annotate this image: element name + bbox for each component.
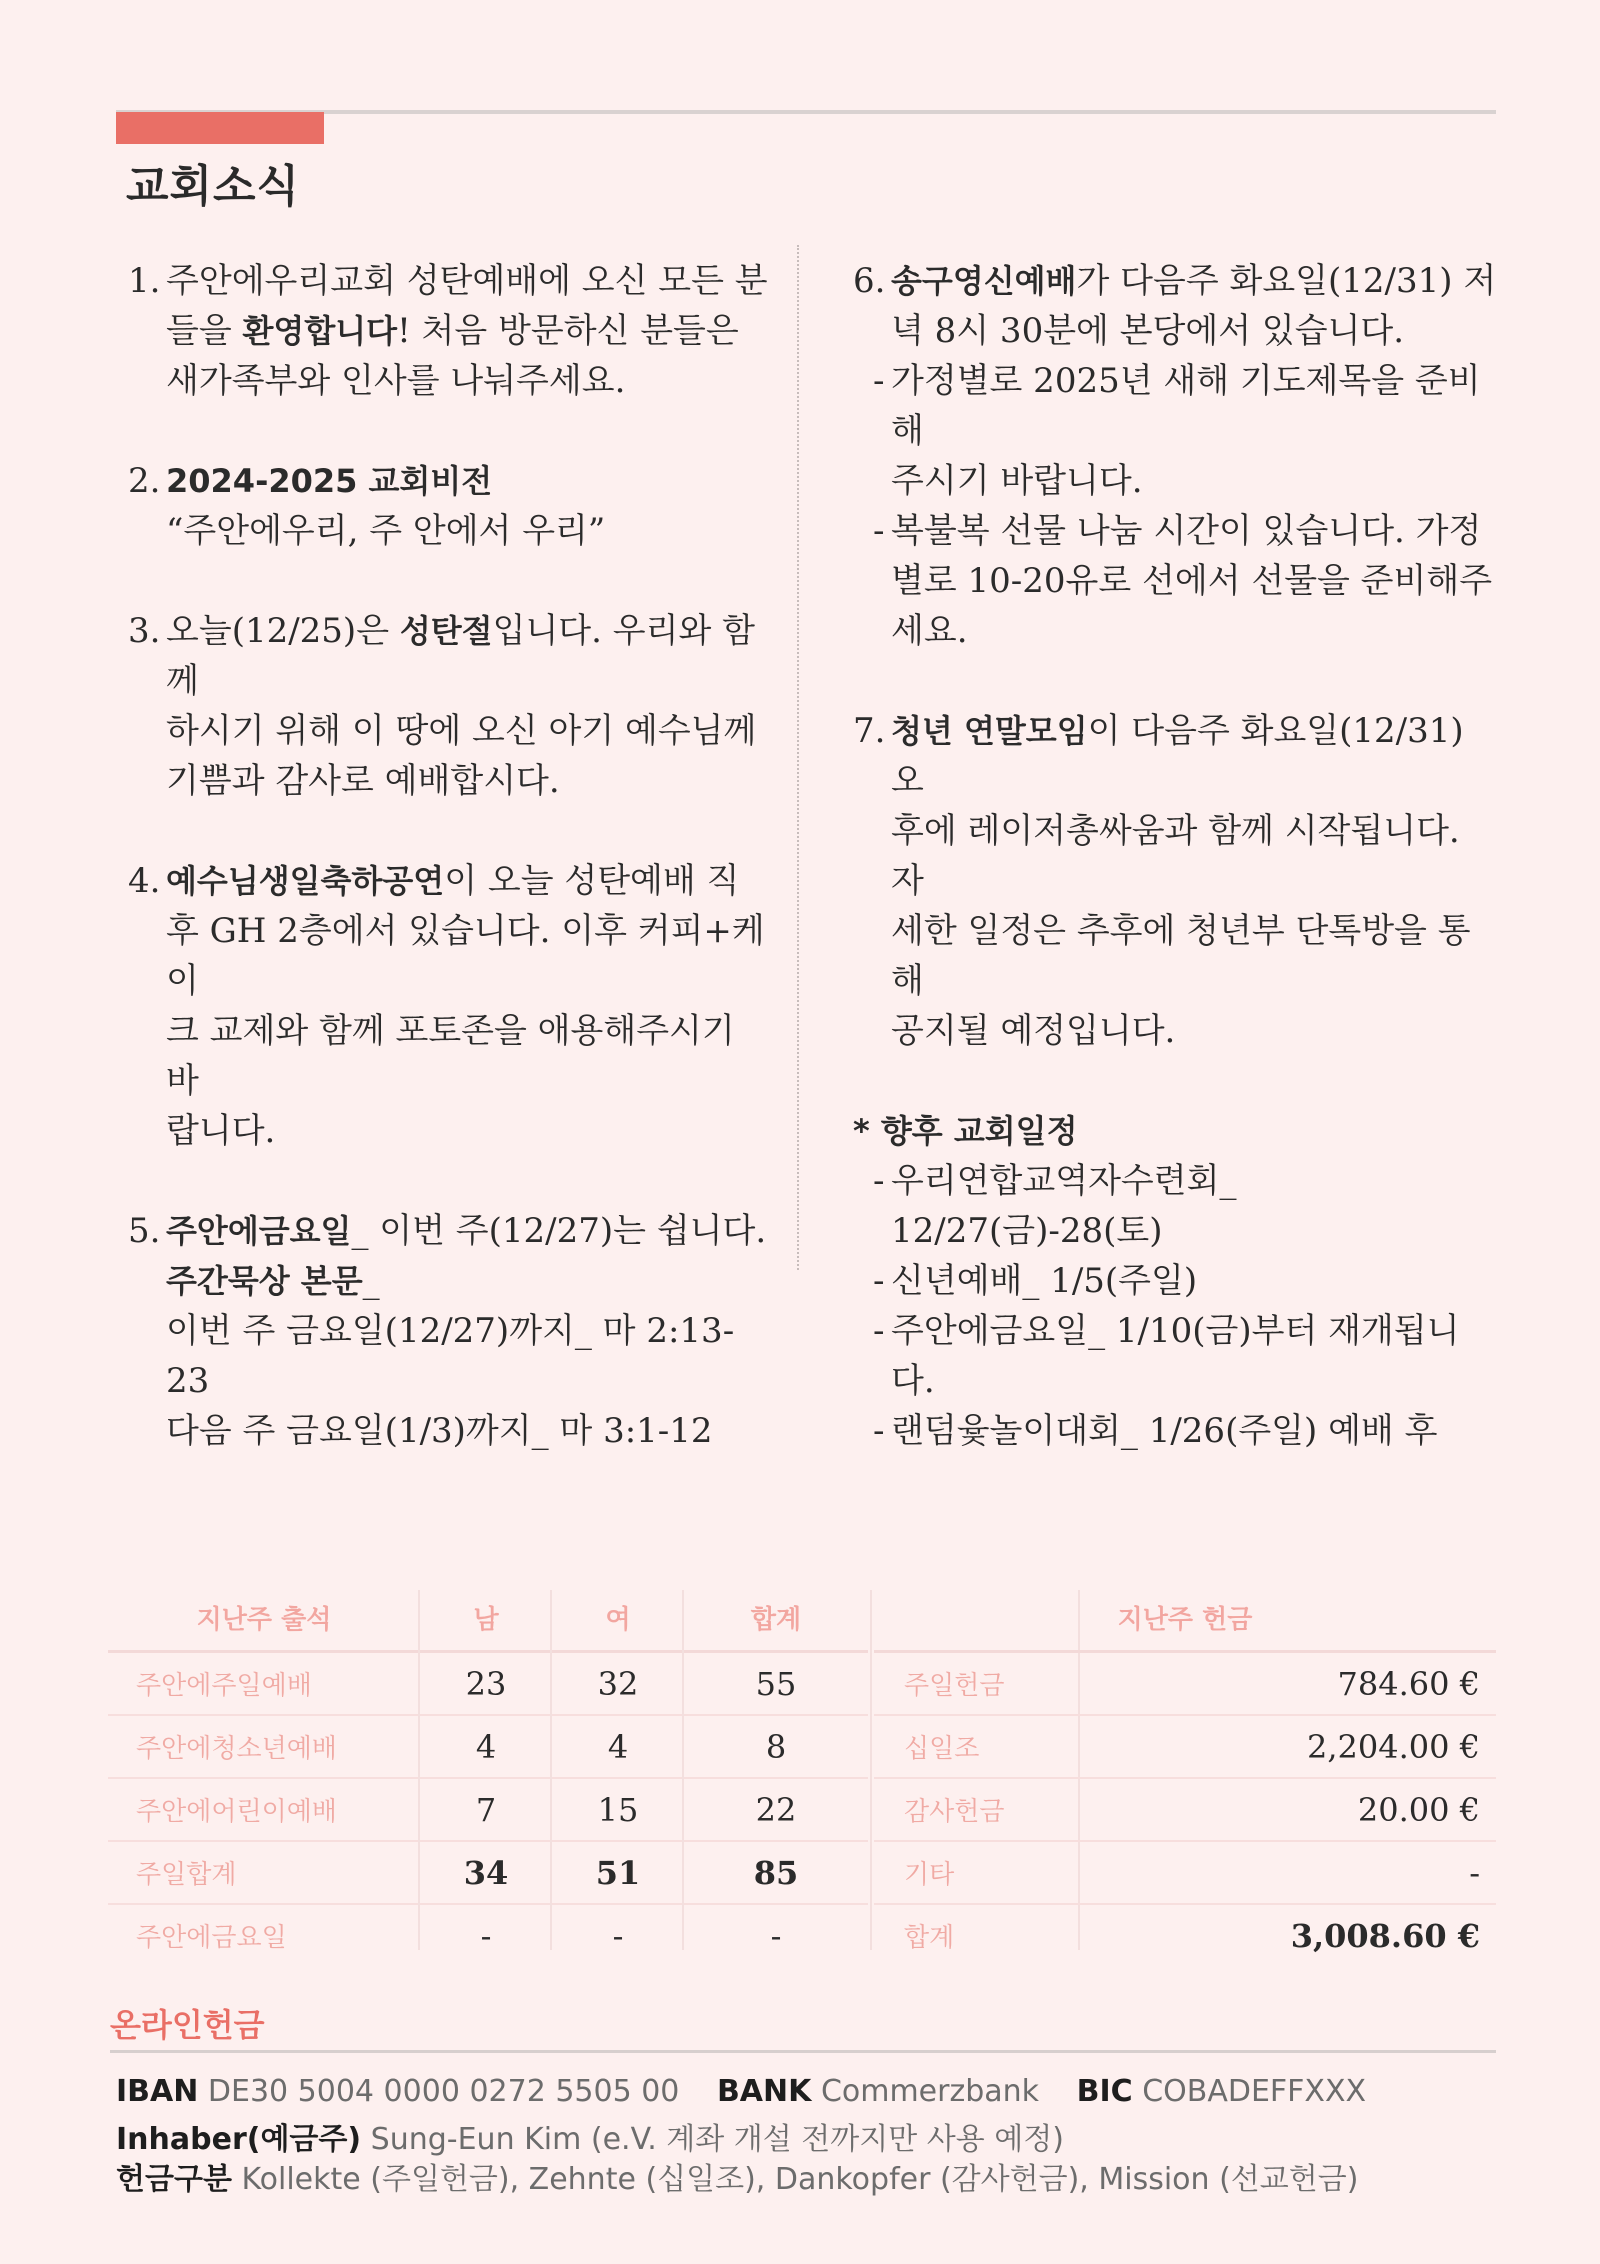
- schedule-item: [853, 1156, 1503, 1256]
- bullet-dash: -: [873, 1261, 885, 1301]
- attendance-male-count: -: [480, 1916, 492, 1955]
- news-item-line: [166, 1206, 768, 1256]
- news-item-text: _ 이번 주(12/27)는 쉽니다.: [351, 1211, 767, 1251]
- schedule-item-text: 랜덤윷놀이대회_ 1/26(주일) 예배 후: [891, 1411, 1438, 1451]
- news-item-highlight: 주간묵상 본문: [166, 1262, 363, 1300]
- news-item-text: 들을: [166, 311, 243, 351]
- bullet-line: 가정별로 2025년 새해 기도제목을 준비해: [891, 361, 1481, 451]
- news-item-text: 가 다음주 화요일(12/31) 저: [1076, 261, 1497, 301]
- news-column-right: [853, 256, 1503, 1456]
- holder-label: Inhaber(예금주): [116, 2122, 362, 2157]
- offering-amount: 2,204.00 €: [1306, 1727, 1480, 1766]
- news-item-text: _: [362, 1261, 380, 1301]
- news-item-text: 세한 일정은 추후에 청년부 단톡방을 통해: [891, 911, 1471, 1001]
- news-item-text: 다음 주 금요일(1/3)까지_ 마 3:1-12: [166, 1411, 713, 1451]
- news-item-line: [166, 906, 768, 1006]
- news-item-text: 이 오늘 성탄예배 직: [444, 861, 740, 901]
- news-item-text: ! 처음 방문하신 분들은: [397, 311, 739, 351]
- attendance-total-count: 85: [753, 1853, 799, 1892]
- bullet-dash: -: [873, 1311, 885, 1351]
- news-item-line: [166, 306, 768, 356]
- news-item-text: 녁 8시 30분에 본당에서 있습니다.: [891, 311, 1405, 351]
- news-item-number: 1.: [128, 261, 161, 301]
- attendance-table: [108, 1590, 868, 1966]
- offering-row: [874, 1903, 1496, 1966]
- news-item-line: [166, 256, 768, 306]
- holder-value: Sung-Eun Kim (e.V. 계좌 개설 전까지만 사용 예정): [370, 2122, 1064, 2157]
- attendance-female-count: 32: [597, 1664, 639, 1703]
- bank-info-line: [116, 2074, 1366, 2109]
- news-item: [128, 606, 768, 806]
- news-item-line: [166, 756, 768, 806]
- attendance-total-count: 8: [765, 1727, 787, 1766]
- attendance-total-count: 22: [755, 1790, 797, 1829]
- table-vline: [682, 1590, 684, 1950]
- offering-row: [874, 1840, 1496, 1903]
- offering-header-row: [874, 1590, 1496, 1650]
- news-item-number: 6.: [853, 261, 886, 301]
- iban-label: IBAN: [116, 2074, 199, 2109]
- table-vline: [550, 1590, 552, 1950]
- offering-row: [874, 1777, 1496, 1840]
- bullet-dash: -: [873, 361, 885, 401]
- bullet-dash: -: [873, 511, 885, 551]
- offering-row-label: 감사헌금: [904, 1797, 1005, 1827]
- attendance-total-count: 55: [755, 1664, 797, 1703]
- news-item-text: 새가족부와 인사를 나눠주세요.: [166, 361, 626, 401]
- schedule-item-text: 우리연합교역자수련회_ 12/27(금)-28(토): [891, 1161, 1237, 1251]
- news-item-highlight: 2024-2025 교회비전: [166, 462, 493, 500]
- news-item-highlight: 환영합니다: [242, 312, 398, 350]
- news-item-line: [166, 1406, 768, 1456]
- news-item-line: [166, 1256, 768, 1306]
- iban-value: DE30 5004 0000 0272 5505 00: [207, 2074, 680, 2109]
- news-item: [128, 256, 768, 406]
- news-item-body: [128, 856, 768, 1156]
- bullet-dash: -: [873, 1161, 885, 1201]
- news-item-number: 7.: [853, 711, 886, 751]
- attendance-male-count: 7: [475, 1790, 497, 1829]
- attendance-header-total: 합계: [750, 1605, 802, 1635]
- news-item-line: [891, 1006, 1503, 1056]
- bullet-line: 주시기 바랍니다.: [891, 461, 1143, 501]
- attendance-header-male: 남: [473, 1605, 499, 1635]
- attendance-male-count: 34: [463, 1853, 509, 1892]
- news-item-text: 기쁨과 감사로 예배합시다.: [166, 761, 560, 801]
- news-item-number: 3.: [128, 611, 161, 651]
- news-item: [853, 706, 1503, 1056]
- news-item-text: 공지될 예정입니다.: [891, 1011, 1176, 1051]
- bullet-dash: -: [873, 1411, 885, 1451]
- news-item-bullet: [853, 356, 1503, 506]
- attendance-row: [108, 1840, 868, 1903]
- news-item: [128, 856, 768, 1156]
- news-item-line: [166, 706, 768, 756]
- news-item-number: 5.: [128, 1211, 161, 1251]
- offering-row-label: 합계: [904, 1923, 955, 1953]
- offering-amount: 3,008.60 €: [1290, 1916, 1480, 1955]
- news-item-body: [128, 456, 768, 556]
- schedule-title: * 향후 교회일정: [853, 1112, 1078, 1150]
- schedule-item-text: 주안에금요일_ 1/10(금)부터 재개됩니다.: [891, 1311, 1460, 1401]
- offering-amount: -: [1469, 1853, 1480, 1892]
- attendance-male-count: 23: [465, 1664, 507, 1703]
- news-item-text: 후에 레이저총싸움과 함께 시작됩니다. 자: [891, 811, 1460, 901]
- column-divider: [797, 245, 799, 1270]
- attendance-row-label: 주안에청소년예배: [136, 1734, 337, 1764]
- news-item-body: [128, 256, 768, 406]
- attendance-header-label: 지난주 출석: [196, 1605, 332, 1635]
- news-item-bullet: [853, 506, 1503, 656]
- attendance-row: [108, 1714, 868, 1777]
- attendance-header-row: [108, 1590, 868, 1650]
- news-item-number: 4.: [128, 861, 161, 901]
- attendance-header-female: 여: [605, 1605, 631, 1635]
- bullet-line: 세요.: [891, 611, 968, 651]
- attendance-female-count: 15: [597, 1790, 639, 1829]
- attendance-row: [108, 1903, 868, 1966]
- news-item-line: [166, 456, 768, 506]
- news-item-text: 주안에우리교회 성탄예배에 오신 모든 분: [166, 261, 768, 301]
- news-item-line: [166, 356, 768, 406]
- holder-line: [116, 2114, 1064, 2158]
- attendance-female-count: -: [612, 1916, 624, 1955]
- news-item-line: [166, 856, 768, 906]
- offering-row-label: 십일조: [904, 1734, 980, 1764]
- page-title: 교회소식: [126, 161, 301, 212]
- schedule-item: [853, 1256, 1503, 1306]
- title-accent-bar: [116, 112, 324, 144]
- offering-table: [874, 1590, 1496, 1966]
- offering-type-label: 헌금구분: [116, 2162, 232, 2197]
- attendance-row: [108, 1650, 868, 1714]
- offering-type-value: Kollekte (주일헌금), Zehnte (십일조), Dankopfer (감사헌금), Mission (선교헌금): [241, 2162, 1359, 2197]
- schedule-item: [853, 1406, 1503, 1456]
- news-item-highlight: 송구영신예배: [891, 262, 1077, 300]
- news-item-text: “주안에우리, 주 안에서 우리”: [166, 511, 606, 551]
- news-item-highlight: 청년 연말모임: [891, 712, 1088, 750]
- news-item-text: 후 GH 2층에서 있습니다. 이후 커피+케이: [166, 911, 765, 1001]
- news-column-left: [128, 256, 768, 1506]
- bank-value: Commerzbank: [820, 2074, 1040, 2109]
- news-item-line: [891, 806, 1503, 906]
- news-item: [128, 1206, 768, 1456]
- attendance-total-count: -: [770, 1916, 782, 1955]
- attendance-row-label: 주안에어린이예배: [136, 1797, 337, 1827]
- news-item-line: [166, 1006, 768, 1106]
- news-item-text: 이 다음주 화요일(12/31) 오: [891, 711, 1464, 801]
- table-vline: [870, 1590, 872, 1950]
- bic-value: COBADEFFXXX: [1142, 2074, 1367, 2109]
- attendance-row-label: 주안에금요일: [136, 1923, 287, 1953]
- attendance-row-label: 주일합계: [136, 1860, 237, 1890]
- offering-row: [874, 1650, 1496, 1714]
- offering-row-label: 기타: [904, 1860, 955, 1890]
- news-item-line: [891, 256, 1503, 306]
- attendance-female-count: 51: [595, 1853, 641, 1892]
- bullet-line: 복불복 선물 나눔 시간이 있습니다. 가정: [891, 511, 1482, 551]
- schedule-section: [853, 1106, 1503, 1456]
- offering-row: [874, 1714, 1496, 1777]
- news-item: [853, 256, 1503, 656]
- online-offering-title: 온라인헌금: [110, 2006, 265, 2044]
- offering-header: 지난주 헌금: [1117, 1605, 1253, 1635]
- news-item-line: [891, 706, 1503, 806]
- offering-type-line: [116, 2154, 1358, 2198]
- bank-label: BANK: [716, 2074, 812, 2109]
- news-item-text: 하시기 위해 이 땅에 오신 아기 예수님께: [166, 711, 757, 751]
- news-item-text: 오늘(12/25)은: [166, 611, 400, 651]
- schedule-item: [853, 1306, 1503, 1406]
- news-item-highlight: 성탄절: [399, 612, 493, 650]
- attendance-male-count: 4: [475, 1727, 497, 1766]
- news-item-body: [128, 606, 768, 806]
- news-item-body: [853, 256, 1503, 356]
- news-item-number: 2.: [128, 461, 161, 501]
- news-item-highlight: 주안에금요일: [166, 1212, 352, 1250]
- news-item-line: [166, 506, 768, 556]
- attendance-female-count: 4: [607, 1727, 629, 1766]
- offering-row-label: 주일헌금: [904, 1671, 1005, 1701]
- news-item-text: 입니다. 우리와 함께: [166, 611, 755, 701]
- offering-amount: 20.00 €: [1357, 1790, 1480, 1829]
- news-item: [128, 456, 768, 556]
- news-item-line: [166, 1106, 768, 1156]
- bic-label: BIC: [1076, 2074, 1133, 2109]
- news-item-line: [891, 906, 1503, 1006]
- news-item-body: [128, 1206, 768, 1456]
- news-item-text: 랍니다.: [166, 1111, 276, 1151]
- table-vline: [418, 1590, 420, 1950]
- attendance-row: [108, 1777, 868, 1840]
- news-item-text: 이번 주 금요일(12/27)까지_ 마 2:13-23: [166, 1311, 735, 1401]
- news-item-text: 크 교제와 함께 포토존을 애용해주시기 바: [166, 1011, 735, 1101]
- schedule-item-text: 신년예배_ 1/5(주일): [891, 1261, 1198, 1301]
- bullet-line: 별로 10-20유로 선에서 선물을 준비해주: [891, 561, 1493, 601]
- news-item-body: [853, 706, 1503, 1056]
- offering-amount: 784.60 €: [1337, 1664, 1480, 1703]
- news-item-line: [891, 306, 1503, 356]
- news-item-line: [166, 606, 768, 706]
- online-offering-rule: [110, 2050, 1496, 2053]
- news-item-highlight: 예수님생일축하공연: [166, 862, 445, 900]
- news-item-line: [166, 1306, 768, 1406]
- attendance-row-label: 주안에주일예배: [136, 1671, 312, 1701]
